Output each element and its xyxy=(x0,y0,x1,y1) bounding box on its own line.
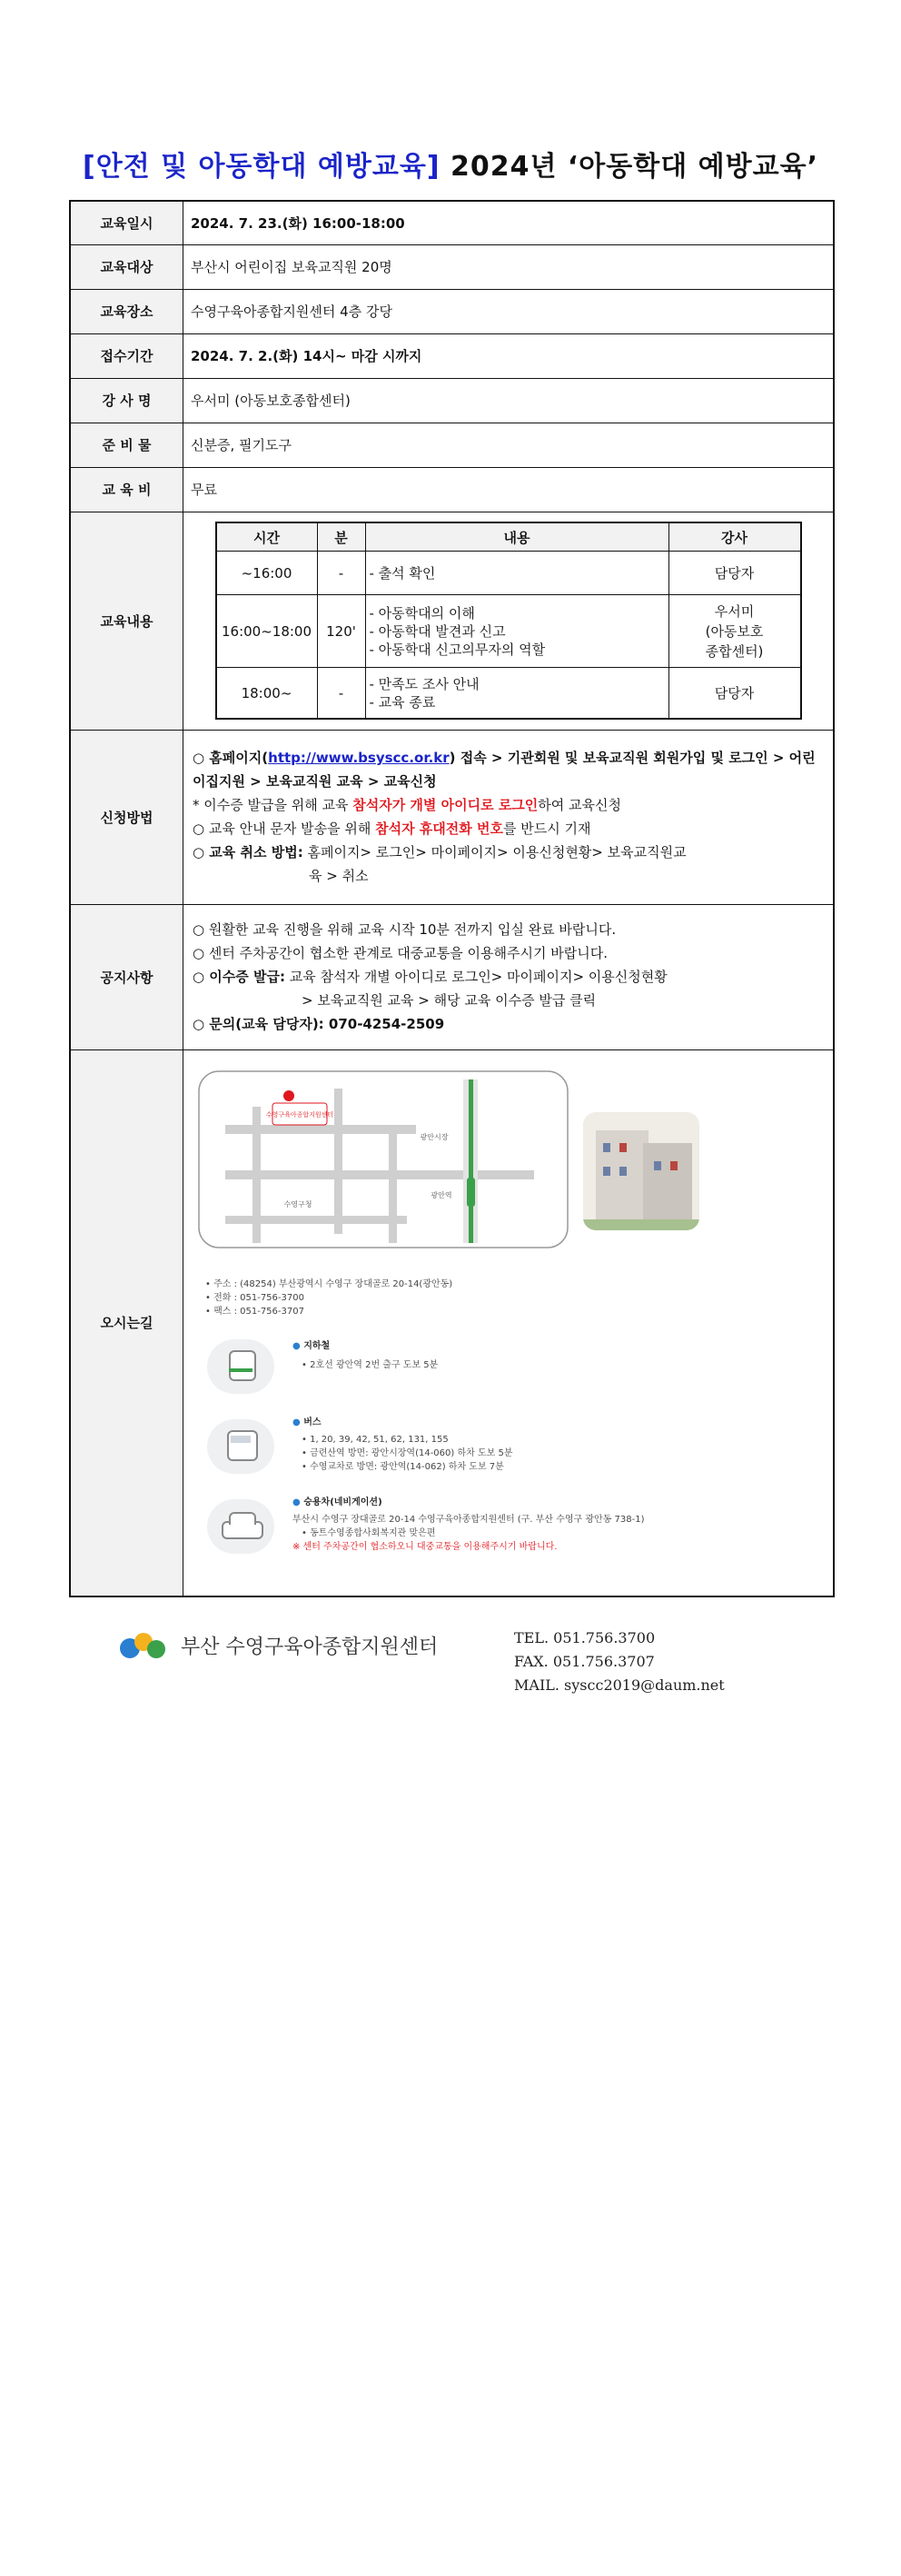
col-min: 분 xyxy=(317,522,365,552)
title-main: 2024년 ‘아동학대 예방교육’ xyxy=(440,151,818,183)
map-label-center: 수영구육아종합지원센터 xyxy=(265,1110,334,1119)
directions-panel xyxy=(183,1050,833,1596)
label-apply: 신청방법 xyxy=(70,730,183,904)
homepage-link[interactable]: http://www.bsyscc.or.kr xyxy=(268,750,450,766)
label-fee: 교 육 비 xyxy=(70,467,183,512)
car-icon xyxy=(207,1499,274,1554)
value-lecturer: 우서미 (아동보호종합센터) xyxy=(183,378,835,423)
footer-contact xyxy=(514,1626,725,1697)
schedule-item: - 아동학대 신고의무자의 역할 xyxy=(369,641,546,658)
label-directions: 오시는길 xyxy=(70,1049,183,1596)
label-prep: 준 비 물 xyxy=(70,423,183,467)
label-place: 교육장소 xyxy=(70,289,183,333)
label-period: 접수기간 xyxy=(70,333,183,378)
notice-line-3: ○ 이수증 발급: 교육 참석자 개별 아이디로 로그인> 마이페이지> 이용신청현황 xyxy=(193,969,668,985)
notice-line-2: ○ 센터 주차공간이 협소한 관계로 대중교통을 이용해주시기 바랍니다. xyxy=(193,945,608,961)
bus-line-3: • 수영교차로 방면: 광안역(14-062) 하차 도보 7분 xyxy=(302,1461,504,1472)
value-fee: 무료 xyxy=(183,467,835,512)
footer-mail: MAIL. syscc2019@daum.net xyxy=(514,1676,725,1694)
label-lecturer: 강 사 명 xyxy=(70,378,183,423)
row-notice xyxy=(70,904,834,1049)
apply-line-5: 육 > 취소 xyxy=(309,868,369,884)
row-date xyxy=(70,201,834,244)
label-target: 교육대상 xyxy=(70,244,183,289)
schedule-item: - 만족도 조사 안내 xyxy=(369,675,480,692)
schedule-time: ~16:00 xyxy=(216,552,318,595)
car-title: 승용차(네비게이션) xyxy=(303,1497,382,1507)
apply-line-2: * 이수증 발급을 위해 교육 참석자가 개별 아이디로 로그인하여 교육신청 xyxy=(193,797,622,813)
value-place: 수영구육아종합지원센터 4층 강당 xyxy=(183,289,835,333)
row-target xyxy=(70,244,834,289)
schedule-row xyxy=(216,595,801,668)
page-title xyxy=(0,144,901,184)
tel-text: • 전화 : 051-756-3700 xyxy=(205,1292,304,1303)
col-lecturer: 강사 xyxy=(668,522,801,552)
map-label-station: 광안역 xyxy=(431,1190,452,1199)
row-fee xyxy=(70,467,834,512)
map-label-market: 광안시장 xyxy=(420,1132,449,1141)
notice-contact: ○ 문의(교육 담당자): 070-4254-2509 xyxy=(193,1016,445,1032)
row-place xyxy=(70,289,834,333)
value-date: 2024. 7. 23.(화) 16:00-18:00 xyxy=(183,201,835,244)
info-table xyxy=(69,200,835,1597)
bus-icon xyxy=(207,1419,274,1474)
footer-org xyxy=(120,1631,438,1660)
contact-info xyxy=(205,1278,452,1318)
col-time: 시간 xyxy=(216,522,318,552)
title-prefix: [안전 및 아동학대 예방교육] xyxy=(83,151,441,183)
label-date: 교육일시 xyxy=(70,201,183,244)
address-text: • 주소 : (48254) 부산광역시 수영구 장대골로 20-14(광안동) xyxy=(205,1278,453,1289)
schedule-row xyxy=(216,552,801,595)
fax-text: • 팩스 : 051-756-3707 xyxy=(205,1306,304,1317)
car-line-2: • 동트수영종합사회복지관 맞은편 xyxy=(302,1527,436,1538)
schedule-min: - xyxy=(317,552,365,595)
bus-line-2: • 금련산역 방면: 광안시장역(14-060) 하차 도보 5분 xyxy=(302,1447,513,1458)
footer-tel: TEL. 051.756.3700 xyxy=(514,1629,656,1646)
row-apply xyxy=(70,730,834,904)
bus-title: 버스 xyxy=(303,1417,322,1427)
value-prep: 신분증, 필기도구 xyxy=(183,423,835,467)
car-line-1: 부산시 수영구 장대골로 20-14 수영구육아종합지원센터 (구. 부산 수영구 광안동 738-1) xyxy=(292,1514,645,1525)
schedule-min: - xyxy=(317,668,365,719)
bus-line-1: • 1, 20, 39, 42, 51, 62, 131, 155 xyxy=(302,1434,449,1445)
schedule-lecturer: 우서미 (아동보호 종합센터) xyxy=(668,595,801,668)
car-info: ● 승용차(네비게이션) 부산시 수영구 장대골로 20-14 수영구육아종합지원센터 (구. 부산 수영구 광안동 738-1) • 동트수영종합사회복지관 맞은편 ※ 센터 주차공간이 협소하오니 대중교통을 이용해주시기 바랍니다. xyxy=(292,1496,819,1554)
bus-info: ● 버스 • 1, 20, 39, 42, 51, 62, 131, 155 • 금련산역 방면: 광안시장역(14-060) 하차 도보 5분 • 수영교차로 방면: 광안역(14-062) 하차 도보 7분 xyxy=(292,1417,513,1472)
schedule-time: 18:00~ xyxy=(216,668,318,719)
row-content xyxy=(70,512,834,730)
schedule-item: - 출석 확인 xyxy=(365,552,668,595)
row-lecturer xyxy=(70,378,834,423)
subway-title: 지하철 xyxy=(303,1340,331,1351)
schedule-time: 16:00~18:00 xyxy=(216,595,318,668)
schedule-lecturer: 담당자 xyxy=(668,552,801,595)
schedule-item: - 아동학대 발견과 신고 xyxy=(369,622,506,640)
schedule-table xyxy=(215,522,802,720)
car-line-3: ※ 센터 주차공간이 협소하오니 대중교통을 이용해주시기 바랍니다. xyxy=(292,1541,558,1552)
schedule-header xyxy=(216,522,801,552)
value-target: 부산시 어린이집 보육교직원 20명 xyxy=(183,244,835,289)
schedule-min: 120' xyxy=(317,595,365,668)
footer-fax: FAX. 051.756.3707 xyxy=(514,1653,655,1670)
notice-line-4: > 보육교직원 교육 > 해당 교육 이수증 발급 클릭 xyxy=(302,992,597,1009)
label-notice: 공지사항 xyxy=(70,904,183,1049)
org-name: 부산 수영구육아종합지원센터 xyxy=(181,1636,439,1659)
row-prep xyxy=(70,423,834,467)
building-photo xyxy=(583,1112,699,1230)
label-content: 교육내용 xyxy=(70,512,183,730)
row-directions xyxy=(70,1049,834,1596)
subway-icon xyxy=(207,1339,274,1394)
org-logo-icon xyxy=(120,1631,169,1660)
notice-line-1: ○ 원활한 교육 진행을 위해 교육 시작 10분 전까지 입실 완료 바랍니다. xyxy=(193,921,617,938)
schedule-row xyxy=(216,668,801,719)
location-map xyxy=(198,1070,569,1248)
subway-info: ● 지하철 • 2호선 광안역 2번 출구 도보 5분 xyxy=(292,1340,439,1370)
row-period xyxy=(70,333,834,378)
subway-detail: • 2호선 광안역 2번 출구 도보 5분 xyxy=(302,1359,439,1370)
schedule-item: - 교육 종료 xyxy=(369,693,436,711)
apply-line-3: ○ 교육 안내 문자 발송을 위해 참석자 휴대전화 번호를 반드시 기재 xyxy=(193,821,591,837)
schedule-lecturer: 담당자 xyxy=(668,668,801,719)
map-label-office: 수영구청 xyxy=(283,1199,312,1208)
col-content: 내용 xyxy=(365,522,668,552)
apply-line-1: ○ 홈페이지(http://www.bsyscc.or.kr) 접속 > 기관회원 및 보육교직원 회원가입 및 로그인 > 어린이집지원 > 보육교직원 교육 > 교육신청 xyxy=(193,750,816,790)
schedule-item: - 아동학대의 이해 xyxy=(369,604,475,622)
apply-line-4: ○ 교육 취소 방법: 홈페이지> 로그인> 마이페이지> 이용신청현황> 보육교직원교 xyxy=(193,844,687,860)
value-period: 2024. 7. 2.(화) 14시~ 마감 시까지 xyxy=(183,333,835,378)
